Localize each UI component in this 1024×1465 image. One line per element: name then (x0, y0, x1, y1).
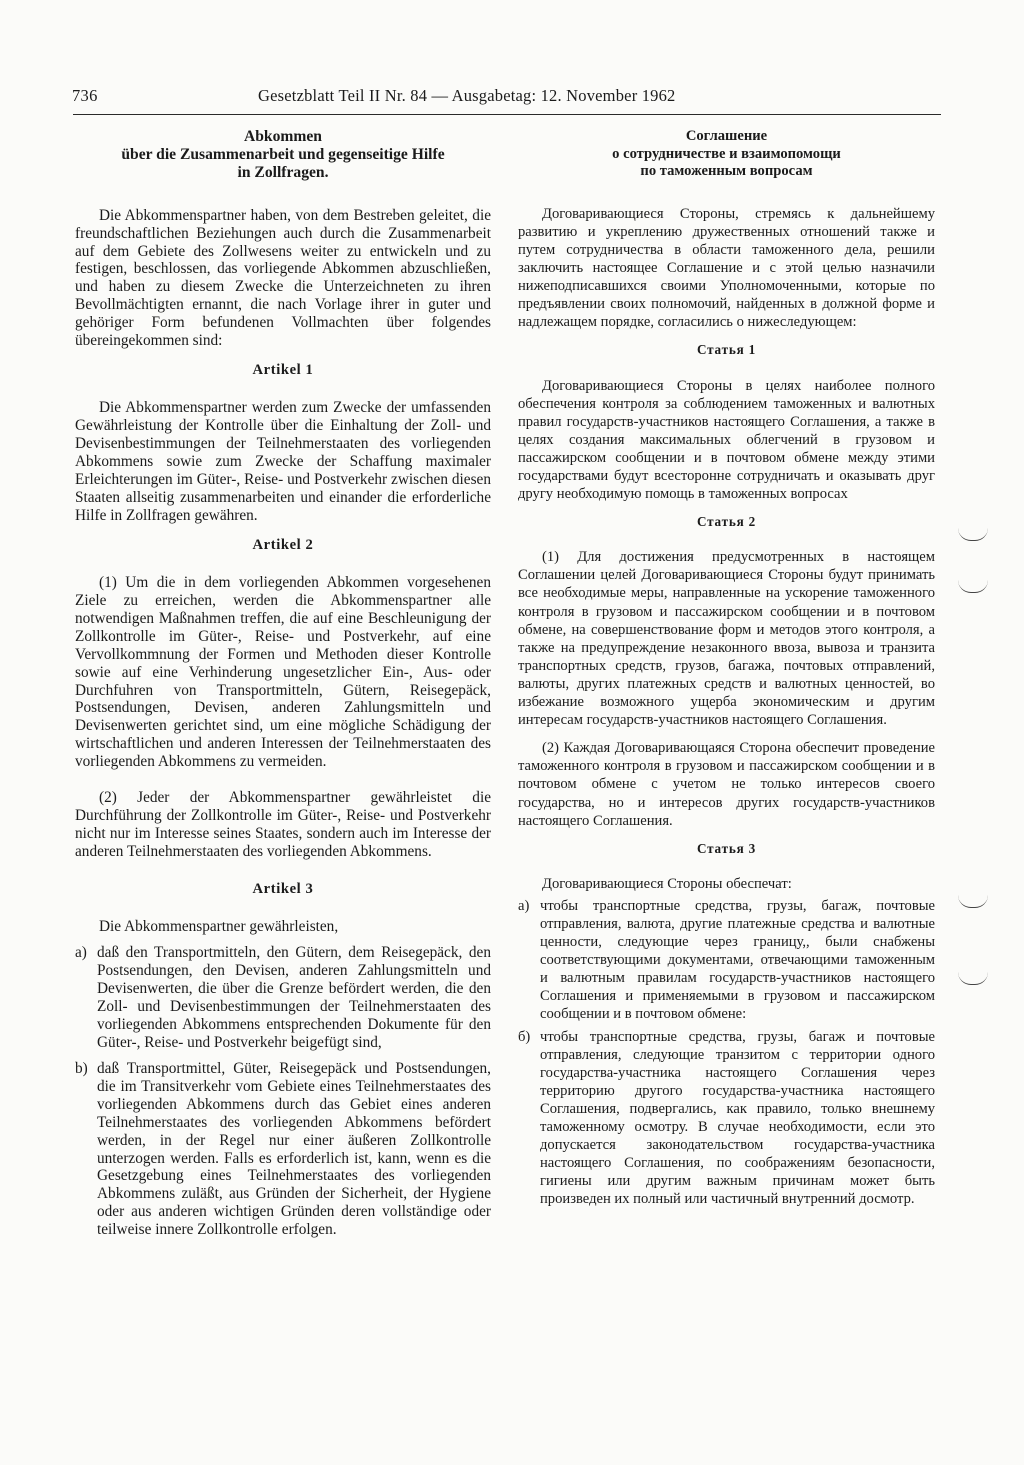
russian-title-line-1: Соглашение (685, 128, 768, 144)
german-title-line-1: Abkommen (244, 128, 322, 145)
russian-article-3-heading: Статья 3 (696, 840, 757, 856)
german-column (75, 128, 491, 1239)
item-marker: a) (75, 944, 87, 962)
item-text: daß Transportmittel, Güter, Reisegepäck und Postsendungen, die im Transitverkehr vom Gebiete eines Teilnehmerstaates des vorliegenden Abkommens durch das Gebiet eines anderen Teilnehmerstaates des vorliegenden Abkommens befördert werden, in der Regel nur einer äußeren Zollkontrolle unterzogen werden. Falls es erforderlich ist, kann, wenn es die Gesetzgebung eines Teilnehmerstaates des vorliegenden Abkommens zuläßt, aus Gründen der Sicherheit, der Hygiene oder aus anderen wichtigen Gründen deren vollständige oder teilweise innere Zollkontrolle erfolgen. (97, 1059, 491, 1239)
margin-mark (958, 580, 988, 593)
german-article-3-intro: Die Abkommenspartner gewährleisten, (99, 918, 339, 936)
item-marker: а) (518, 897, 530, 914)
german-preamble: Die Abkommenspartner haben, von dem Bestreben geleitet, die freundschaftlichen Beziehungen auch durch die Zusammenarbeit auf dem Gebiete des Zollwesens weiter zu entwickeln und zu festigen, beschlossen, das vorliegende Abkommen abzuschließen, und haben zu diesem Zwecke die Unterzeichneten zu ihren Bevollmächtigten ernannt, die nach Vorlage ihrer in guter und gehöriger Form befundenen Vollmachten über folgendes übereingekommen sind: (75, 206, 491, 350)
russian-title-line-3: по таможенным вопросам (640, 163, 813, 180)
header-rule (73, 114, 941, 115)
item-marker: б) (518, 1028, 531, 1045)
german-article-3-item-a (75, 944, 491, 1052)
russian-article-3-item-b (518, 1028, 935, 1209)
margin-mark (958, 528, 988, 541)
german-article-2-para-1: (1) Um die in dem vorliegenden Abkommen vorgesehenen Ziele zu erreichen, werden die Abkommenspartner alle notwendigen Maßnahmen treffen, die auf eine Beschleunigung der Zollkontrolle im Güter-, Reise- und Postverkehr, auf eine Vervollkommnung der Formen und Methoden dieser Kontrolle sowie auf eine Verhinderung ungesetzlicher Ein-, Aus- oder Durchfuhren von Transportmitteln, Gütern, Reisegepäck, Postsendungen, Devisen, anderen Zahlungsmitteln und Devisenwerten gerichtet sind, um eine mögliche Schädigung der wirtschaftlichen und anderen Interessen der Teilnehmerstaaten des vorliegenden Abkommens zu vermeiden. (75, 573, 491, 771)
russian-title-line-2: о сотрудничестве и взаимопомощи (612, 145, 841, 162)
item-text: чтобы транспортные средства, грузы, багаж, почтовые отправления, валюта, другие платежные средства и валютные ценности, следующие через границу,, были снабжены соответствующими документами, отвечающими таможенным и валютным правилам государств-участников настоящего Соглашения и применяемыми в грузовом и пассажирском сообщении и в почтовом обмене: (540, 897, 935, 1023)
german-article-2-para-2: (2) Jeder der Abkommenspartner gewährleistet die Durchführung der Zollkontrolle im Güter-, Reise- und Postverkehr nicht nur im Interesse seines Staates, sondern auch im Interesse der anderen Teilnehmerstaaten des vorliegenden Abkommens. (75, 789, 491, 861)
russian-title (518, 128, 935, 181)
page-header (72, 82, 942, 112)
russian-preamble: Договаривающиеся Стороны, стремясь к дальнейшему развитию и укреплению дружественных отношений также и путем сотрудничества в области таможенного дела, решили заключить настоящее Соглашение и с этой целью назначили нижеподписавшихся своими Уполномоченными, которые по предъявлении своих полномочий, найденных в должной форме и надлежащем порядке, согласились о нижеследующем: (518, 205, 935, 331)
german-article-1-heading: Artikel 1 (252, 362, 314, 379)
russian-article-3-intro: Договаривающиеся Стороны обеспечат: (542, 875, 792, 892)
russian-article-2-para-2: (2) Каждая Договаривающаяся Сторона обеспечит проведение таможенного контроля в грузовом и пассажирском сообщении и в почтовом обмене с учетом не только интересов своего государства, но и интересов других государств-участников настоящего Соглашения. (518, 740, 935, 829)
russian-article-1-heading: Статья 1 (696, 342, 757, 358)
german-article-3-item-b (75, 1060, 491, 1240)
german-title-line-3: in Zollfragen. (237, 164, 329, 182)
item-text: daß den Transportmitteln, den Gütern, dem Reisegepäck, den Postsendungen, den Devisen, anderen Zahlungsmitteln und Devisenwerten, die über die Grenze befördert werden, die den Zoll- und Devisenbestimmungen der Teilnehmerstaaten des vorliegenden Abkommens entsprechenden Dokumente für den Güter-, Reise- und Postverkehr beigefügt sind, (97, 944, 491, 1051)
russian-article-3-item-a (518, 897, 935, 1024)
german-title-line-2: über die Zusammenarbeit und gegenseitige Hilfe (121, 146, 445, 164)
russian-article-2-para-1: (1) Для достижения предусмотренных в настоящем Соглашении целей Договаривающиеся Стороны будут принимать все необходимые меры, направленные на ускорение таможенного контроля в грузовом и пассажирском сообщении и в почтовом обмене, на совершенствование форм и методов этого контроля, а также на предупреждение незаконного ввоза, вывоза и транзита транспортных средств, грузов, багажа, почтовых отправлений, валюты, других платежных средств и валютных ценностей, во избежание возможного ущерба экономическим и другим интересам государств-участников настоящего Соглашения. (518, 549, 935, 729)
russian-article-2-heading: Статья 2 (696, 514, 757, 530)
russian-column (518, 128, 935, 1208)
german-article-2-heading: Artikel 2 (252, 536, 314, 553)
german-title (75, 128, 491, 183)
page-number: 736 (72, 86, 98, 105)
running-head: Gesetzblatt Teil II Nr. 84 — Ausgabetag: 12. November 1962 (258, 86, 676, 105)
russian-article-1-text: Договаривающиеся Стороны в целях наиболее полного обеспечения контроля за соблюдением таможенных и валютных правил государств-участников настоящего Соглашения, а также в целях создания максимальных облегчений в грузовом и пассажирском сообщении и в почтовом обмене между этими государствами будут всесторонне сотрудничать и оказывать друг другу необходимую помощь в таможенных вопросах (518, 377, 935, 503)
german-article-1-text: Die Abkommenspartner werden zum Zwecke der umfassenden Gewährleistung der Kontrolle über die Einhaltung der Zoll- und Devisenbestimmungen der Teilnehmerstaaten des vorliegenden Abkommens sowie zum Zwecke der Schaffung maximaler Erleichterungen im Güter-, Reise- und Postverkehr zwischen diesen Staaten allseitig zusammenarbeiten und einander die erforderliche Hilfe in Zollfragen gewähren. (75, 399, 491, 524)
german-article-3-heading: Artikel 3 (252, 881, 314, 898)
item-text: чтобы транспортные средства, грузы, багаж и почтовые отправления, следующие транзитом с территории одного государства-участника настоящего Соглашения через территорию другого государства-участника настоящего Соглашения, подвергались, как правило, только внешнему таможенному осмотру. В случае необходимости, если это допускается законодательством государства-участника настоящего Соглашения, по соображениям безопасности, гигиены или другим важным причинам может быть произведен их полный или частичный внутренний досмотр. (540, 1028, 935, 1208)
margin-mark (958, 895, 988, 908)
margin-mark (958, 972, 988, 985)
item-marker: b) (75, 1059, 88, 1077)
